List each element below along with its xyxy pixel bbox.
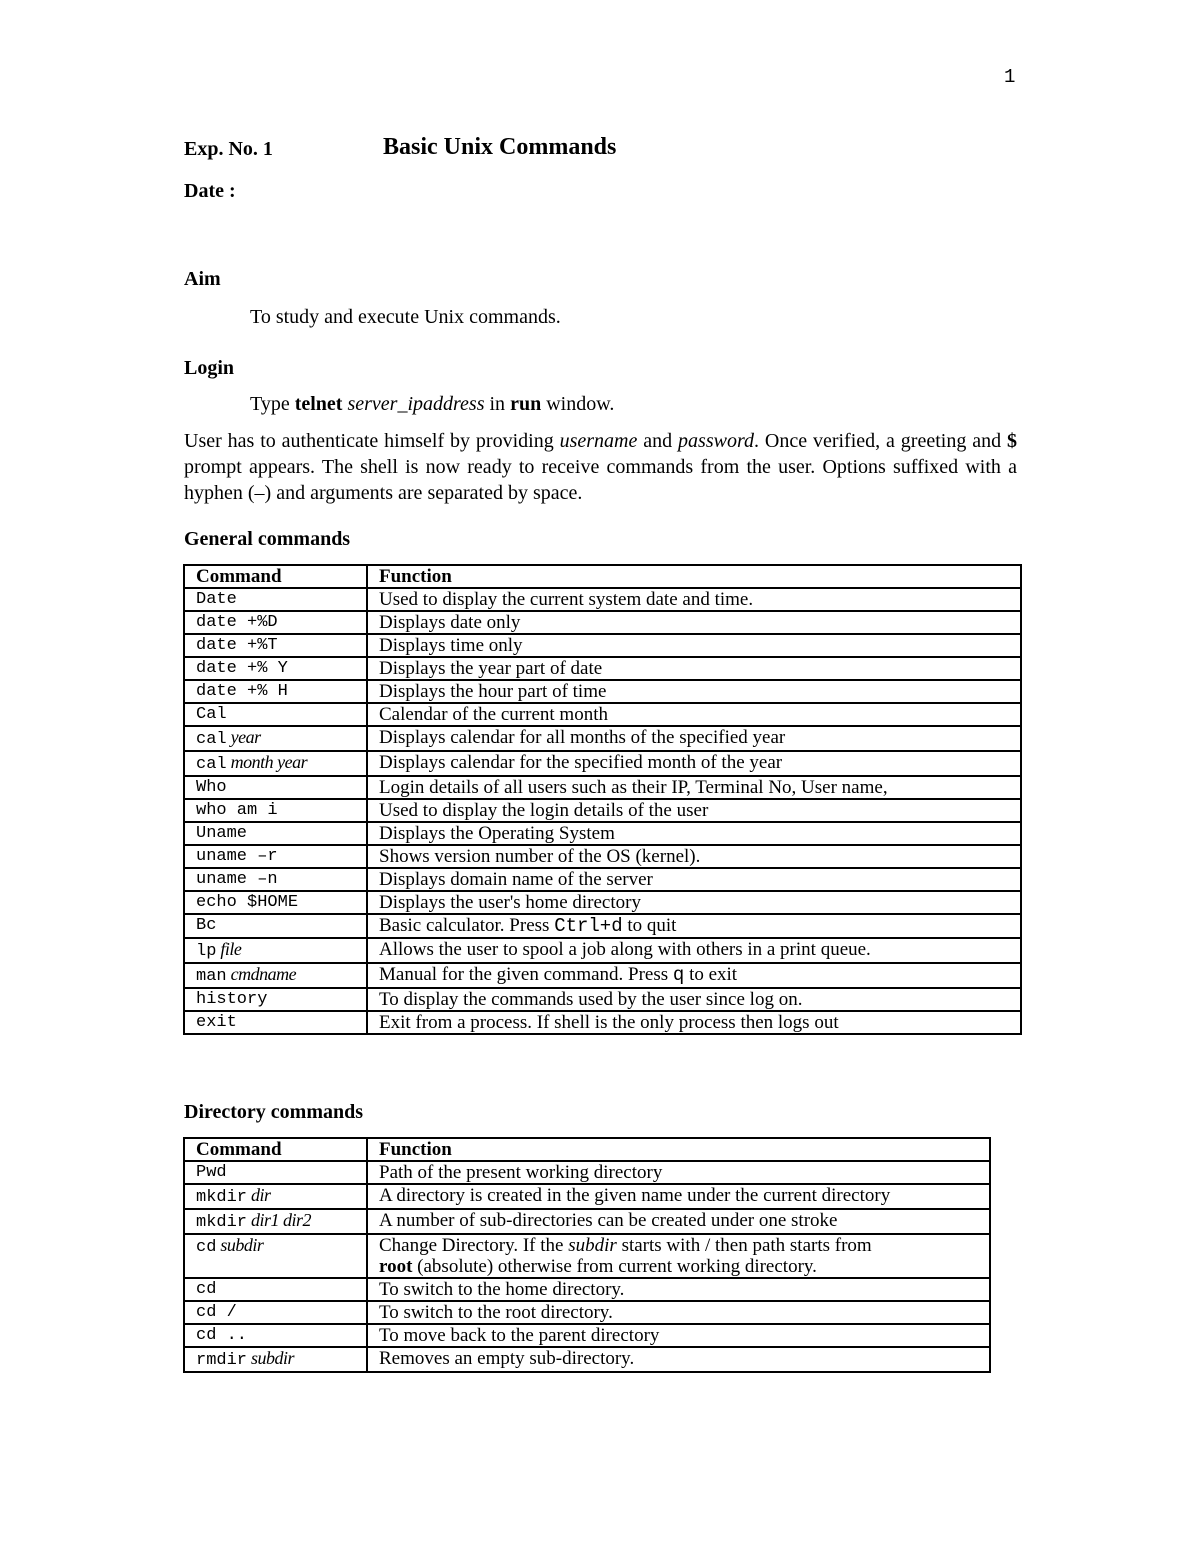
function-text: Used to display the current system date and time. — [379, 589, 754, 610]
table-row — [184, 868, 1021, 891]
table-row — [184, 1209, 990, 1234]
function-text: To switch to the root directory. — [379, 1302, 613, 1323]
command-cell — [184, 703, 367, 726]
command-text: mkdir — [196, 1213, 248, 1232]
command-text: echo $HOME — [196, 893, 299, 912]
function-cell — [367, 1209, 990, 1234]
run-keyword: run — [510, 393, 542, 415]
function-cell — [367, 611, 1021, 634]
command-cell — [184, 938, 367, 963]
function-cell — [367, 1324, 990, 1347]
command-argument: dir1 dir2 — [251, 1210, 312, 1230]
command-text: date +%T — [196, 636, 278, 655]
function-cell — [367, 963, 1021, 988]
function-text: Login details of all users such as their IP, Terminal No, User name, — [379, 777, 888, 798]
function-cell — [367, 988, 1021, 1011]
function-text: Displays calendar for the specified month of the year — [379, 752, 783, 773]
command-cell — [184, 726, 367, 751]
username-term: username — [559, 430, 638, 452]
command-text: date +%D — [196, 613, 278, 632]
command-text: Date — [196, 590, 237, 609]
command-text: exit — [196, 1013, 237, 1032]
command-text: man — [196, 967, 227, 986]
command-text: uname –r — [196, 847, 278, 866]
login-paragraph — [184, 428, 1017, 506]
command-text: cd — [196, 1280, 217, 1299]
function-keyword: root — [379, 1256, 413, 1277]
table-row — [184, 914, 1021, 938]
table-row — [184, 588, 1021, 611]
command-cell — [184, 657, 367, 680]
function-text: Calendar of the current month — [379, 704, 608, 725]
table-row — [184, 1161, 990, 1184]
command-column-header: Command — [184, 565, 367, 588]
login-text-3: prompt appears. The shell is now ready to receive commands from the user. Options suffixed with a hyphen (–) and arguments are separated by space. — [184, 456, 1017, 504]
function-cell — [367, 1011, 1021, 1034]
general-commands-heading: General commands — [184, 528, 351, 550]
table-header-row — [184, 1138, 990, 1161]
function-text: Displays date only — [379, 612, 521, 633]
login-text-1: User has to authenticate himself by providing — [184, 430, 554, 452]
function-text-tail: (absolute) otherwise from current working directory. — [412, 1256, 817, 1277]
command-text: Bc — [196, 916, 217, 935]
command-argument: dir — [251, 1185, 271, 1205]
command-cell — [184, 1278, 367, 1301]
telnet-keyword: telnet — [294, 393, 343, 415]
command-argument: subdir — [251, 1348, 295, 1368]
date-label: Date : — [184, 180, 236, 202]
table-row — [184, 726, 1021, 751]
function-text: Displays the year part of date — [379, 658, 603, 679]
function-text: Allows the user to spool a job along with others in a print queue. — [379, 939, 871, 960]
command-text: uname –n — [196, 870, 278, 889]
window-word: window. — [546, 393, 615, 415]
command-text: lp — [196, 942, 217, 961]
command-text: who am i — [196, 801, 278, 820]
command-text: cal — [196, 755, 227, 774]
general-commands-table — [183, 564, 1022, 1035]
command-text: Pwd — [196, 1163, 227, 1182]
function-text: Displays the hour part of time — [379, 681, 607, 702]
command-cell — [184, 1234, 367, 1278]
table-row — [184, 845, 1021, 868]
page-number: 1 — [1004, 66, 1016, 88]
function-cell — [367, 751, 1021, 776]
key-shortcut: Ctrl+d — [554, 915, 623, 937]
command-cell — [184, 799, 367, 822]
function-text: Basic calculator. Press — [379, 915, 550, 936]
function-cell — [367, 914, 1021, 938]
command-text: cd — [196, 1238, 217, 1257]
table-row — [184, 1278, 990, 1301]
page-title: Basic Unix Commands — [383, 134, 617, 160]
table-row — [184, 611, 1021, 634]
command-cell — [184, 588, 367, 611]
directory-commands-table — [183, 1137, 991, 1373]
command-cell — [184, 680, 367, 703]
in-word: in — [489, 393, 506, 415]
function-column-header: Function — [367, 1138, 990, 1161]
aim-heading: Aim — [184, 268, 221, 290]
table-row — [184, 1301, 990, 1324]
function-cell — [367, 1347, 990, 1372]
command-argument: subdir — [220, 1235, 264, 1255]
function-cell — [367, 891, 1021, 914]
command-cell — [184, 1301, 367, 1324]
function-text: Shows version number of the OS (kernel). — [379, 846, 701, 867]
and-word: and — [643, 430, 673, 452]
function-text: Displays the Operating System — [379, 823, 615, 844]
command-cell — [184, 1324, 367, 1347]
command-cell — [184, 1011, 367, 1034]
command-text: mkdir — [196, 1188, 248, 1207]
table-row — [184, 938, 1021, 963]
login-heading: Login — [184, 357, 235, 379]
table-row — [184, 891, 1021, 914]
command-text: history — [196, 990, 268, 1009]
command-cell — [184, 891, 367, 914]
function-cell — [367, 588, 1021, 611]
command-cell — [184, 1184, 367, 1209]
command-cell — [184, 634, 367, 657]
table-row — [184, 657, 1021, 680]
function-text: Displays calendar for all months of the specified year — [379, 727, 786, 748]
command-text: cd .. — [196, 1326, 248, 1345]
function-text-tail: to quit — [622, 915, 677, 936]
table-row — [184, 751, 1021, 776]
function-text: Used to display the login details of the user — [379, 800, 709, 821]
function-text: A number of sub-directories can be created under one stroke — [379, 1210, 838, 1231]
function-text: To switch to the home directory. — [379, 1279, 625, 1300]
function-cell — [367, 703, 1021, 726]
function-text: Displays domain name of the server — [379, 869, 653, 890]
function-column-header: Function — [367, 565, 1021, 588]
command-cell — [184, 868, 367, 891]
table-row — [184, 680, 1021, 703]
function-cell — [367, 845, 1021, 868]
command-text: Who — [196, 778, 227, 797]
directory-commands-heading: Directory commands — [184, 1101, 364, 1123]
table-row — [184, 1347, 990, 1372]
aim-text: To study and execute Unix commands. — [250, 306, 561, 328]
table-row — [184, 1324, 990, 1347]
function-cell — [367, 1301, 990, 1324]
function-text: To move back to the parent directory — [379, 1325, 660, 1346]
function-text-tail: starts with / then path starts from — [616, 1235, 872, 1256]
function-cell — [367, 1161, 990, 1184]
command-text: rmdir — [196, 1351, 248, 1370]
key-shortcut: q — [672, 964, 685, 986]
function-text: Removes an empty sub-directory. — [379, 1348, 635, 1369]
command-column-header: Command — [184, 1138, 367, 1161]
password-term: password — [678, 430, 754, 452]
function-cell — [367, 822, 1021, 845]
table-header-row — [184, 565, 1021, 588]
table-row — [184, 634, 1021, 657]
table-row — [184, 776, 1021, 799]
command-cell — [184, 963, 367, 988]
command-text: date +% Y — [196, 659, 288, 678]
function-argument: subdir — [568, 1235, 617, 1256]
login-instruction — [250, 393, 614, 416]
function-cell — [367, 657, 1021, 680]
function-cell — [367, 776, 1021, 799]
function-cell — [367, 938, 1021, 963]
command-cell — [184, 776, 367, 799]
command-argument: month year — [230, 752, 308, 772]
table-row — [184, 799, 1021, 822]
function-cell — [367, 1184, 990, 1209]
command-cell — [184, 751, 367, 776]
table-row — [184, 988, 1021, 1011]
experiment-number: Exp. No. 1 — [184, 138, 273, 160]
function-text: Path of the present working directory — [379, 1162, 663, 1183]
command-cell — [184, 1161, 367, 1184]
command-argument: year — [230, 727, 261, 747]
table-row — [184, 1011, 1021, 1034]
command-cell — [184, 845, 367, 868]
table-row — [184, 963, 1021, 988]
command-text: Cal — [196, 705, 227, 724]
function-cell — [367, 1278, 990, 1301]
command-cell — [184, 611, 367, 634]
command-text: cd / — [196, 1303, 237, 1322]
command-text: Uname — [196, 824, 248, 843]
function-text: Manual for the given command. Press — [379, 964, 669, 985]
function-cell — [367, 634, 1021, 657]
server-ip-argument: server_ipaddress — [347, 393, 485, 415]
function-text: Exit from a process. If shell is the only process then logs out — [379, 1012, 839, 1033]
function-text: Displays time only — [379, 635, 523, 656]
function-cell — [367, 726, 1021, 751]
function-text: To display the commands used by the user since log on. — [379, 989, 803, 1010]
login-text-2: . Once verified, a greeting and — [753, 430, 1002, 452]
command-argument: cmdname — [230, 964, 297, 984]
command-argument: file — [220, 939, 242, 959]
command-cell — [184, 1209, 367, 1234]
function-cell — [367, 680, 1021, 703]
dollar-prompt: $ — [1007, 430, 1017, 452]
command-cell — [184, 822, 367, 845]
function-cell — [367, 799, 1021, 822]
command-cell — [184, 1347, 367, 1372]
table-row — [184, 822, 1021, 845]
type-word: Type — [250, 393, 290, 415]
command-cell — [184, 988, 367, 1011]
function-text: A directory is created in the given name under the current directory — [379, 1185, 891, 1206]
function-cell — [367, 1234, 990, 1278]
function-text-tail: to exit — [684, 964, 738, 985]
command-cell — [184, 914, 367, 938]
function-text: Change Directory. If the — [379, 1235, 564, 1256]
command-text: date +% H — [196, 682, 288, 701]
table-row — [184, 1234, 990, 1278]
command-text: cal — [196, 730, 227, 749]
function-cell — [367, 868, 1021, 891]
table-row — [184, 703, 1021, 726]
table-row — [184, 1184, 990, 1209]
function-text: Displays the user's home directory — [379, 892, 641, 913]
